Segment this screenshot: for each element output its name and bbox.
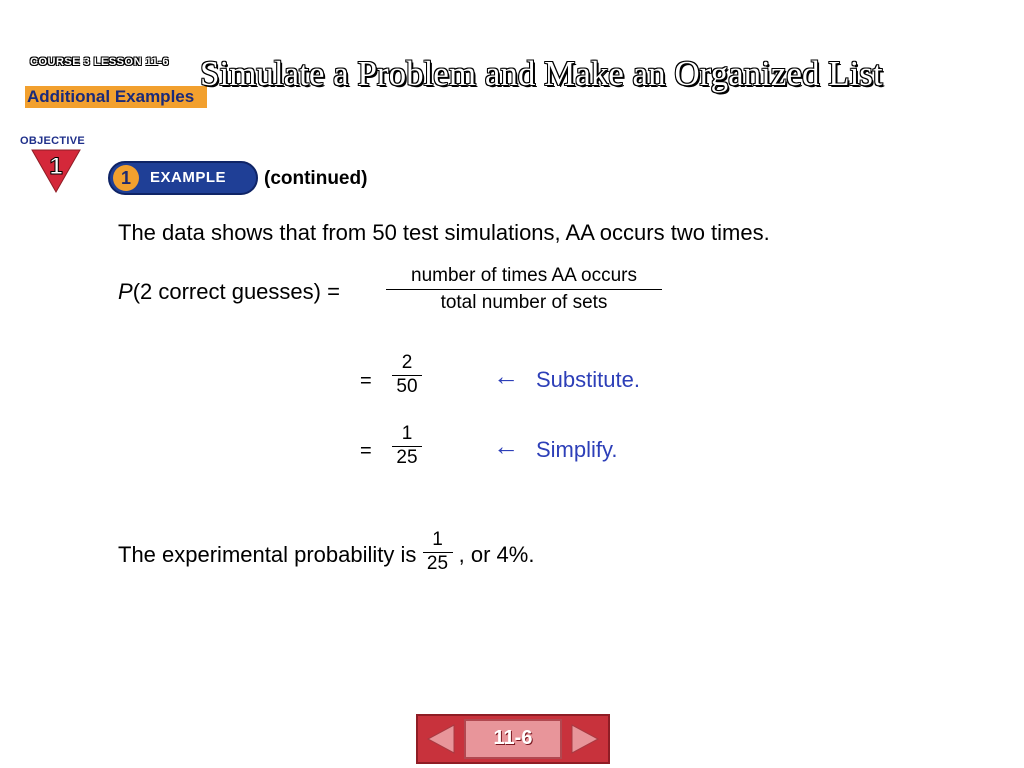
example-label: EXAMPLE	[150, 169, 227, 186]
objective-number: 1	[49, 153, 63, 180]
course-lesson-label: COURSE 3 LESSON 11-6	[30, 56, 169, 68]
next-arrow-icon[interactable]	[568, 722, 602, 756]
step-note: Simplify.	[536, 437, 618, 462]
conclusion-denominator: 25	[426, 553, 449, 574]
step-denominator: 50	[396, 376, 418, 397]
conclusion-numerator: 1	[423, 529, 453, 553]
conclusion-fraction	[423, 529, 453, 575]
formula-fraction	[386, 265, 662, 314]
intro-text: The data shows that from 50 test simulations, AA occurs two times.	[118, 220, 770, 245]
step-denominator: 25	[396, 447, 418, 468]
step-numerator: 1	[392, 423, 422, 447]
step-note: Substitute.	[536, 367, 640, 392]
slide-navigation	[416, 714, 610, 764]
step-fraction	[392, 423, 422, 469]
continued-label: (continued)	[264, 168, 368, 189]
step-numerator: 2	[392, 352, 422, 376]
probability-condition: (2 correct guesses) =	[132, 279, 340, 304]
example-badge	[108, 161, 258, 195]
conclusion-prefix: The experimental probability is	[118, 541, 417, 567]
previous-arrow-icon[interactable]	[424, 722, 458, 756]
conclusion-text	[118, 529, 535, 579]
step-equals: =	[360, 370, 372, 392]
step-equals: =	[360, 440, 372, 462]
conclusion-suffix: , or 4%.	[458, 541, 535, 567]
step-fraction	[392, 352, 422, 398]
formula-numerator: number of times AA occurs	[386, 265, 662, 290]
formula-denominator: total number of sets	[440, 292, 608, 313]
lesson-number-button[interactable]: 11-6	[464, 719, 562, 759]
probability-symbol: P	[118, 279, 133, 304]
page-title: Simulate a Problem and Make an Organized List	[200, 54, 883, 93]
left-arrow-icon: ←	[493, 431, 519, 461]
probability-expression	[118, 279, 340, 305]
objective-triangle-icon	[30, 148, 82, 194]
objective-label: OBJECTIVE	[20, 135, 86, 147]
left-arrow-icon: ←	[493, 361, 519, 391]
example-number: 1	[113, 165, 139, 191]
additional-examples-banner: Additional Examples	[25, 86, 207, 108]
